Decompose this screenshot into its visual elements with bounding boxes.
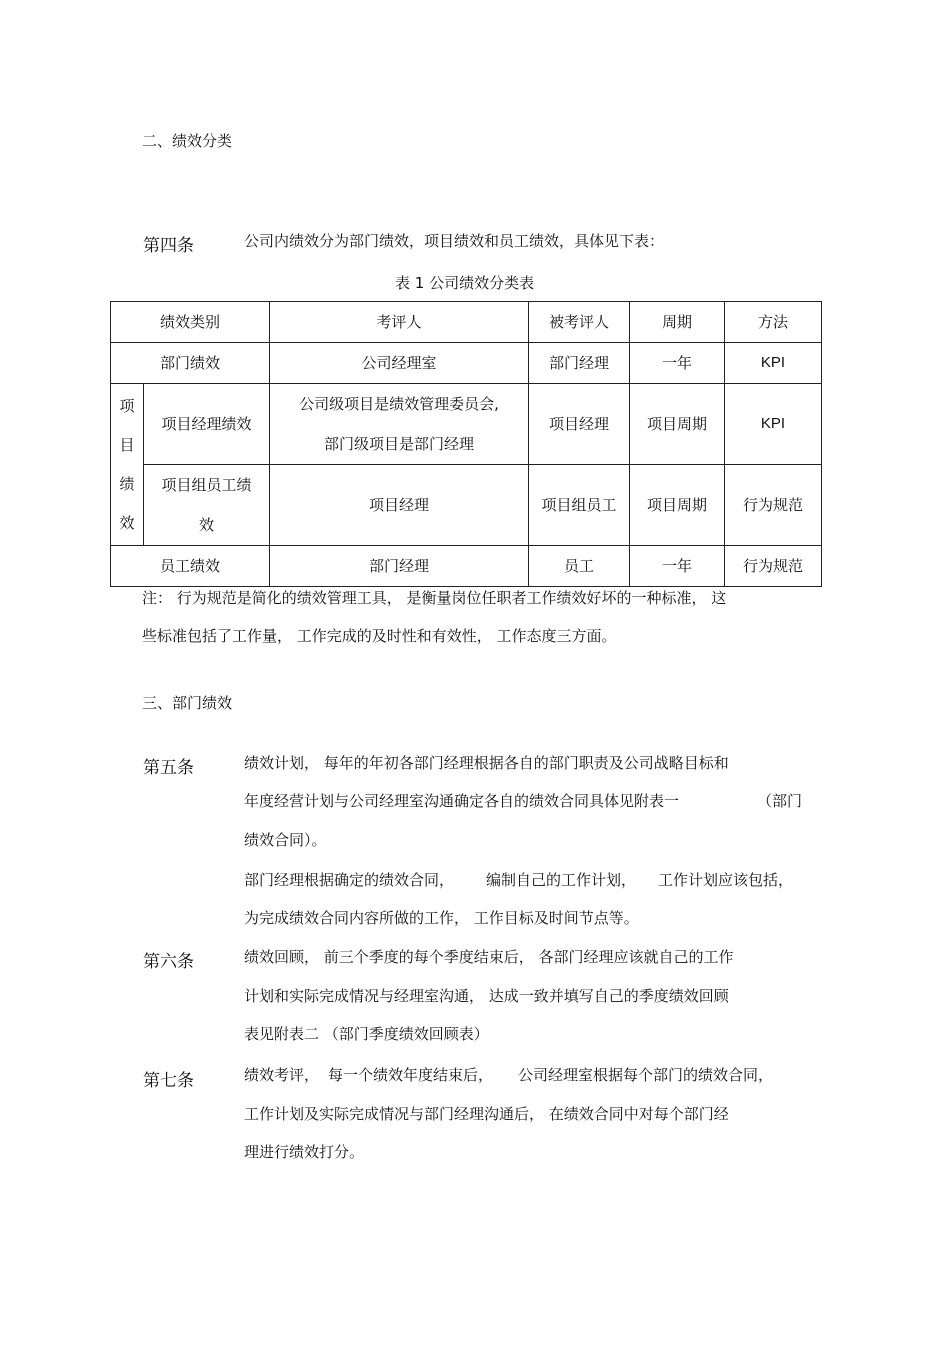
article-7-line-1c: 公司经理室根据每个部门的绩效合同， <box>518 1066 774 1084</box>
section-2-title: 二、绩效分类 <box>142 132 233 150</box>
article-7-line-2: 工作计划及实际完成情况与部门经理沟通后， 在绩效合同中对每个部门经 <box>244 1105 729 1123</box>
cell-evaluator <box>270 384 529 465</box>
note-line-1: 注： 行为规范是简化的绩效管理工具， 是衡量岗位任职者工作绩效好坏的一种标准， 这 <box>142 589 727 607</box>
table-header-row <box>111 302 822 343</box>
article-5-line-4c: 工作计划应该包括， <box>658 871 794 889</box>
cell-evaluator: 公司经理室 <box>270 343 529 384</box>
table-row <box>111 465 822 546</box>
header-evaluator: 考评人 <box>270 302 529 343</box>
article-5-line-2: 年度经营计划与公司经理室沟通确定各自的绩效合同具体见附表一 <box>244 792 680 810</box>
table-caption: 表 1 公司绩效分类表 <box>395 274 535 292</box>
article-5-label: 第五条 <box>143 758 194 778</box>
cell-period: 项目周期 <box>630 465 725 546</box>
group-char: 绩 <box>119 474 135 493</box>
cell-period: 项目周期 <box>630 384 725 465</box>
group-char: 效 <box>119 513 135 532</box>
cell-method: 行为规范 <box>725 546 822 587</box>
cell-line: 项目组员工绩 <box>161 476 252 494</box>
table-row <box>111 343 822 384</box>
cell-category: 部门绩效 <box>111 343 270 384</box>
group-char: 目 <box>119 435 135 454</box>
table-row <box>111 546 822 587</box>
cell-evaluator: 项目经理 <box>270 465 529 546</box>
cell-category: 员工绩效 <box>111 546 270 587</box>
section-3-title: 三、部门绩效 <box>142 694 233 712</box>
header-evaluatee: 被考评人 <box>529 302 630 343</box>
cell-method: KPI <box>725 343 822 384</box>
cell-evaluatee: 项目组员工 <box>529 465 630 546</box>
table-row <box>111 384 822 465</box>
article-5-line-2-end: （部门 <box>757 792 803 810</box>
article-4-label: 第四条 <box>143 236 194 256</box>
header-method: 方法 <box>725 302 822 343</box>
article-5-line-4a: 部门经理根据确定的绩效合同， <box>244 871 455 889</box>
article-5-line-1: 绩效计划， 每年的年初各部门经理根据各自的部门职责及公司战略目标和 <box>244 754 729 772</box>
header-period: 周期 <box>630 302 725 343</box>
note-line-2: 些标准包括了工作量， 工作完成的及时性和有效性， 工作态度三方面。 <box>142 627 617 645</box>
group-char: 项 <box>119 396 135 415</box>
article-5-line-3: 绩效合同）。 <box>244 831 327 849</box>
cell-evaluatee: 部门经理 <box>529 343 630 384</box>
cell-line: 部门级项目是部门经理 <box>324 435 475 453</box>
article-6-line-3: 表见附表二 （部门季度绩效回顾表） <box>244 1025 489 1043</box>
article-4-text: 公司内绩效分为部门绩效，项目绩效和员工绩效，具体见下表： <box>244 232 665 250</box>
cell-method: 行为规范 <box>725 465 822 546</box>
cell-period: 一年 <box>630 343 725 384</box>
cell-evaluatee: 员工 <box>529 546 630 587</box>
article-7-label: 第七条 <box>143 1071 194 1091</box>
cell-line: 公司级项目是绩效管理委员会, <box>299 395 499 413</box>
cell-line: 效 <box>199 516 215 534</box>
performance-classification-table <box>110 301 822 587</box>
article-6-label: 第六条 <box>143 952 194 972</box>
cell-category: 项目经理绩效 <box>144 384 270 465</box>
article-6-line-2: 计划和实际完成情况与经理室沟通， 达成一致并填写自己的季度绩效回顾 <box>244 987 729 1005</box>
cell-method: KPI <box>725 384 822 465</box>
cell-category <box>144 465 270 546</box>
article-5-line-4b: 编制自己的工作计划， <box>486 871 637 889</box>
header-category: 绩效类别 <box>111 302 270 343</box>
article-7-line-1a: 绩效考评， <box>244 1066 320 1084</box>
project-group-label <box>111 384 144 546</box>
cell-period: 一年 <box>630 546 725 587</box>
article-6-line-1: 绩效回顾， 前三个季度的每个季度结束后， 各部门经理应该就自己的工作 <box>244 948 734 966</box>
article-5-line-5: 为完成绩效合同内容所做的工作， 工作目标及时间节点等。 <box>244 909 639 927</box>
article-7-line-3: 理进行绩效打分。 <box>244 1143 365 1161</box>
article-7-line-1b: 每一个绩效年度结束后， <box>328 1066 494 1084</box>
cell-evaluator: 部门经理 <box>270 546 529 587</box>
cell-evaluatee: 项目经理 <box>529 384 630 465</box>
